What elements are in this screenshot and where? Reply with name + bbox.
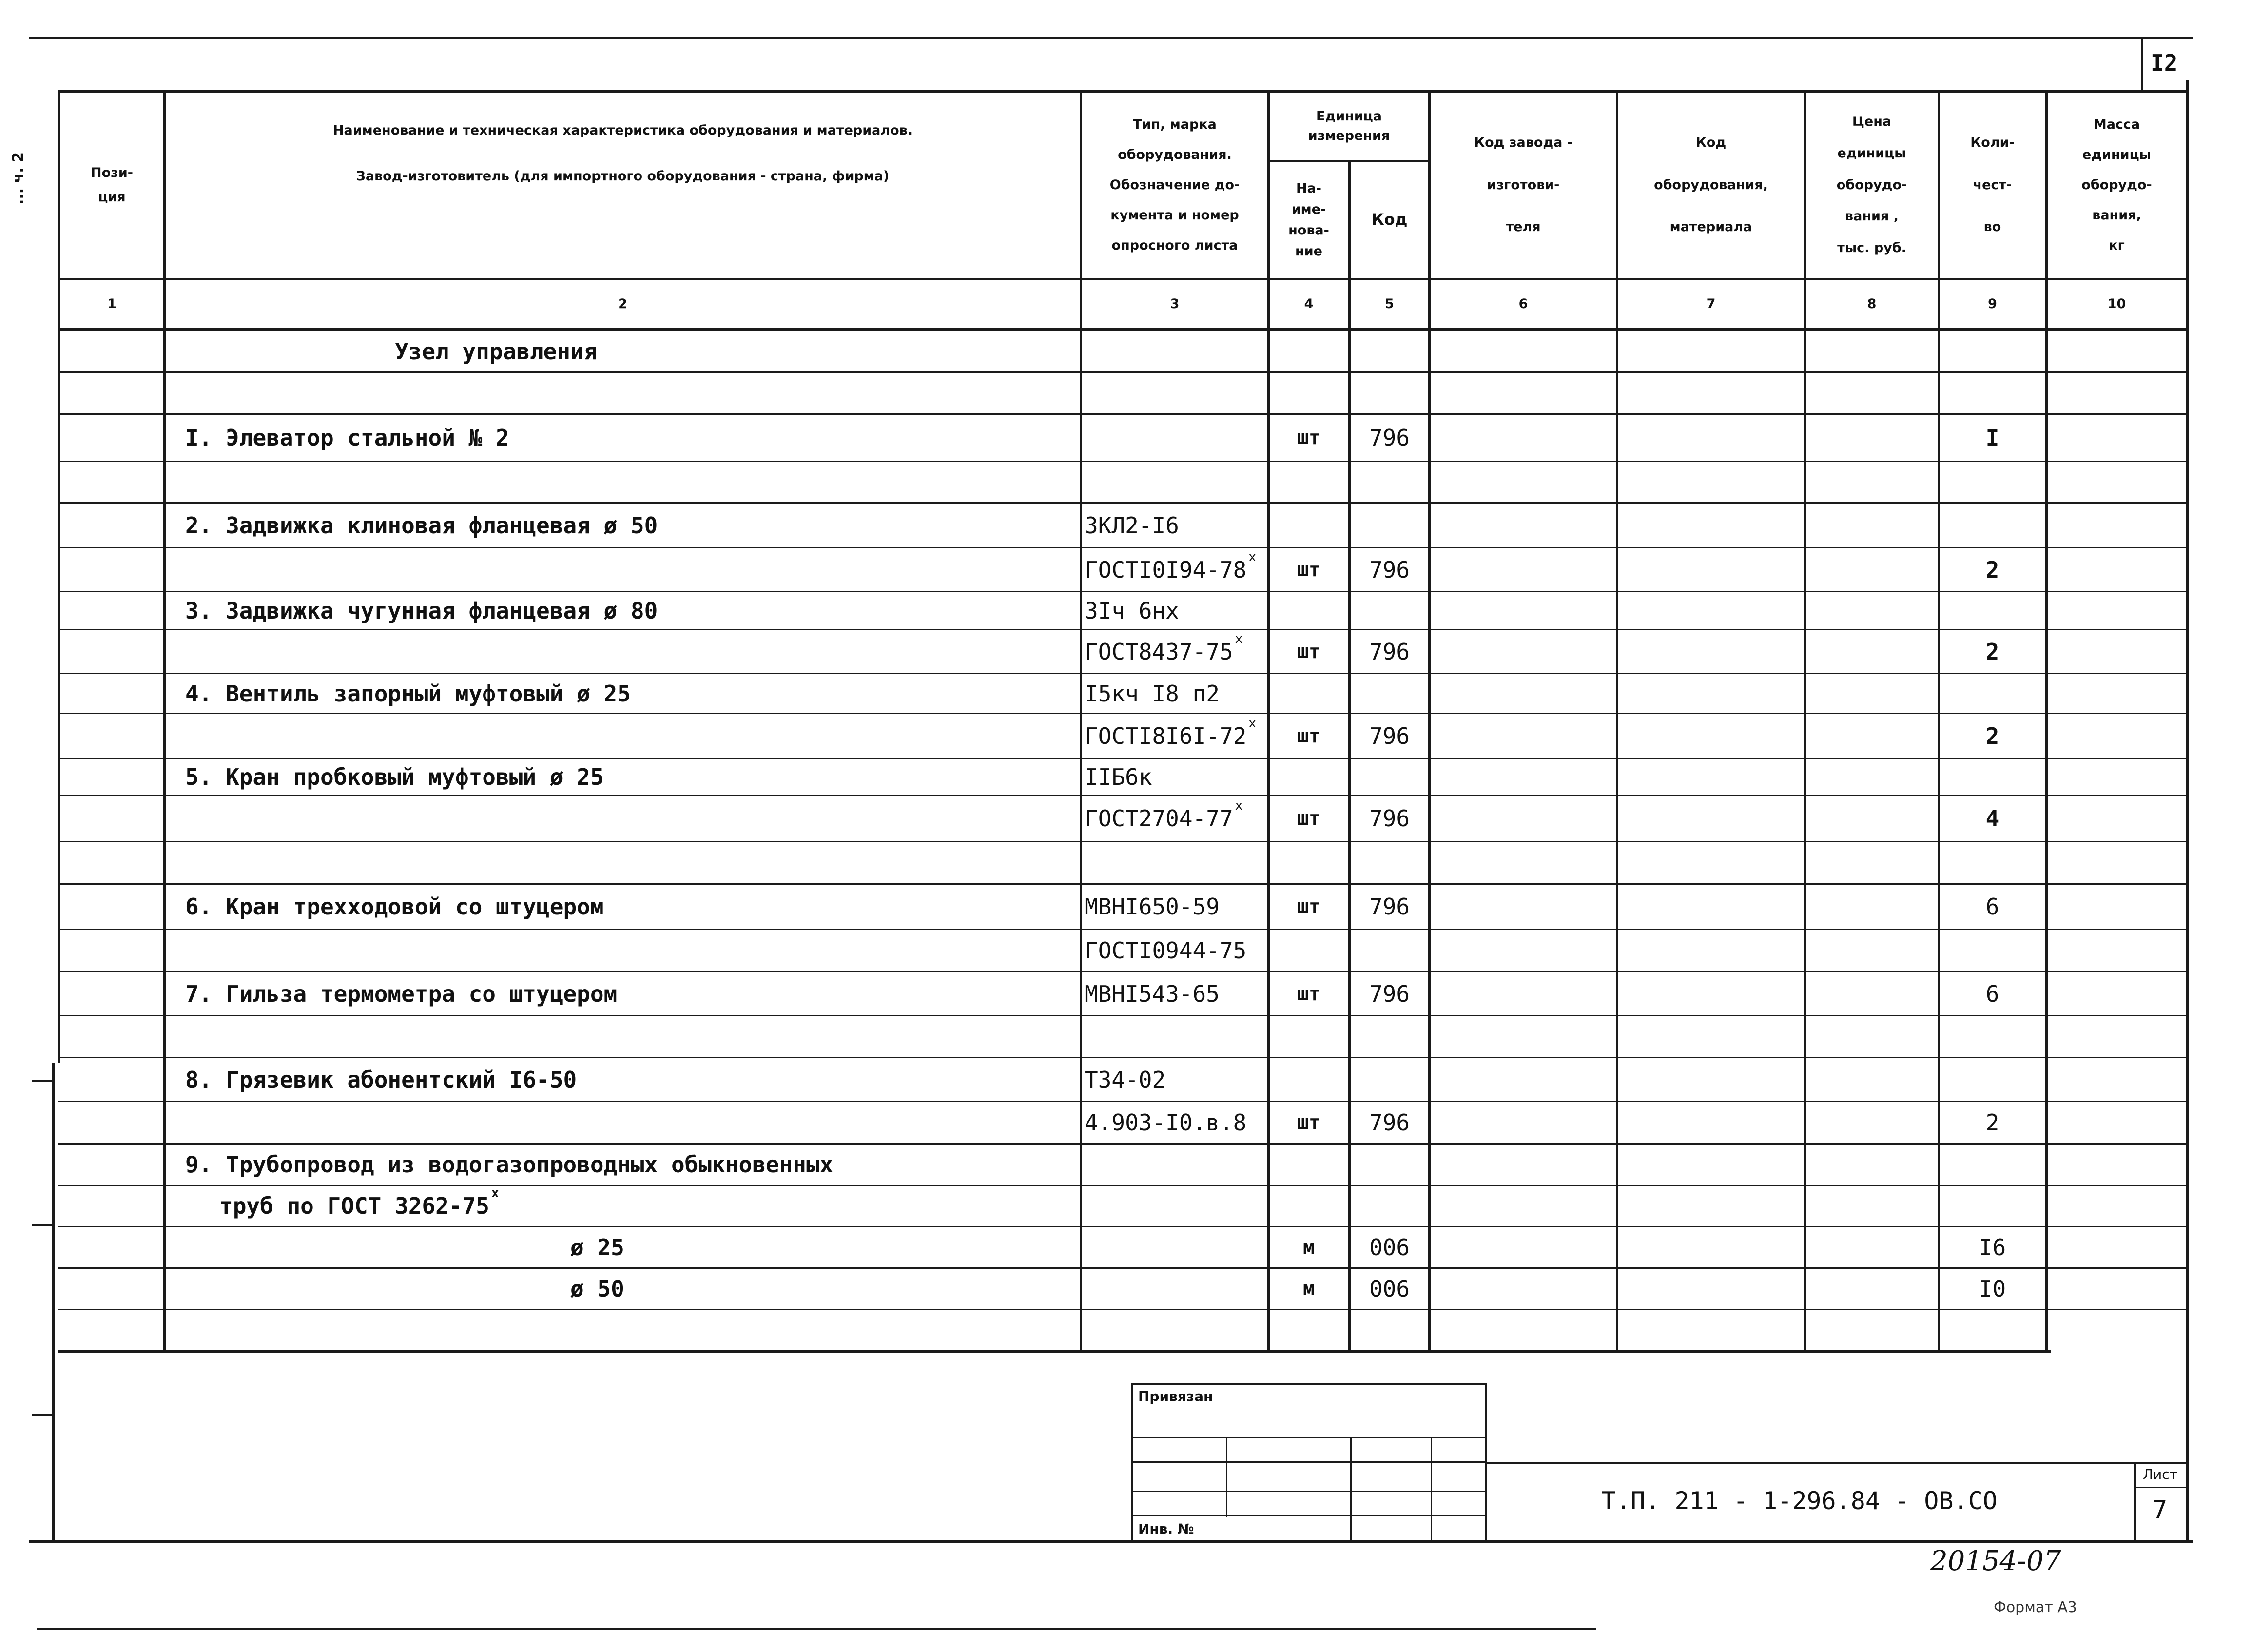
- sheet-box-left: [2134, 1462, 2136, 1543]
- header-quantity: Коли- чест- во: [1970, 135, 2015, 235]
- col-line: [1080, 90, 1082, 1353]
- row-unit: м: [1302, 1278, 1315, 1300]
- row-unit: шт: [1297, 427, 1321, 449]
- colnum-3: 3: [1170, 296, 1180, 311]
- row-name: 6. Кран трехходовой со штуцером: [185, 894, 604, 920]
- row-qty: 2: [1985, 723, 1999, 749]
- header-name: Наименование и техническая характеристика оборудования и материалов. Завод-изготовитель (для импортного оборудования - страна, фирма): [332, 122, 913, 184]
- top-border: [29, 37, 2193, 39]
- header-factory-code: Код завода - изготови- теля: [1474, 135, 1572, 235]
- row-name: [219, 1186, 499, 1226]
- sheet-label: Лист: [2143, 1466, 2177, 1482]
- row-unit: шт: [1297, 725, 1321, 747]
- row-type-text: ГОСТ2704-77: [1085, 805, 1233, 832]
- col-line: [163, 90, 166, 1353]
- row-name: ø 50: [570, 1276, 624, 1302]
- margin-tick-1: [32, 1080, 55, 1082]
- row-type: I5кч I8 п2: [1085, 680, 1220, 707]
- row-line: [58, 371, 2186, 373]
- row-qty: 2: [1985, 638, 1999, 665]
- row-code: 796: [1369, 638, 1410, 665]
- row-code: 796: [1369, 723, 1410, 749]
- row-type: 4.903-I0.в.8: [1085, 1109, 1247, 1136]
- row-type-text: ГОСТ8437-75: [1085, 638, 1233, 665]
- left-frame-line: [52, 1063, 55, 1543]
- row-name: 5. Кран пробковый муфтовый ø 25: [185, 764, 604, 790]
- row-code: 006: [1369, 1276, 1410, 1302]
- header-unit-group: Единица измерения: [1308, 108, 1390, 143]
- row-type: [1085, 630, 1242, 673]
- row-qty: 6: [1985, 980, 1999, 1007]
- header-unit-name: На- име- нова- ние: [1288, 180, 1329, 259]
- row-code: 796: [1369, 805, 1410, 832]
- row-name-sup: x: [491, 1186, 499, 1201]
- header-price: Цена единицы оборудо- вания , тыс. руб.: [1836, 114, 1907, 256]
- document-designation: Т.П. 211 - 1-296.84 - ОВ.СО: [1601, 1487, 1998, 1515]
- handwritten-number: 20154-07: [1930, 1545, 2061, 1577]
- row-type: МВНI543-65: [1085, 980, 1220, 1007]
- col-line: [1804, 90, 1806, 1353]
- row-qty: 2: [1985, 556, 1999, 583]
- header-position: Пози- ция: [91, 165, 133, 205]
- stamp-line: [1131, 1515, 1487, 1516]
- row-type-sup: x: [1235, 798, 1243, 813]
- row-line: [58, 1267, 2186, 1269]
- header-equipment-code: Код оборудования, материала: [1654, 135, 1768, 235]
- colnum-6: 6: [1518, 296, 1528, 311]
- footer-rule: [37, 1628, 1596, 1630]
- colnum-9: 9: [1988, 296, 1997, 311]
- row-name: 9. Трубопровод из водогазопроводных обыкновенных: [185, 1151, 834, 1178]
- row-code: 796: [1369, 556, 1410, 583]
- row-type-sup: x: [1248, 549, 1256, 564]
- row-type: ЗКЛ2-I6: [1085, 512, 1179, 539]
- row-qty: 4: [1985, 805, 1999, 832]
- col-line: [1616, 90, 1618, 1353]
- colnum-10: 10: [2107, 296, 2126, 311]
- col-line: [2045, 90, 2048, 1353]
- row-type: Т34-02: [1085, 1066, 1166, 1093]
- table-bottom-line: [58, 1350, 2051, 1353]
- colnum-1: 1: [107, 296, 116, 311]
- header-type: Тип, марка оборудования. Обозначение до- кумента и номер опросного листа: [1109, 117, 1240, 253]
- designation-top-line: [1487, 1462, 2186, 1464]
- stamp-line: [1131, 1437, 1487, 1438]
- colnum-5: 5: [1385, 296, 1394, 311]
- row-unit: шт: [1297, 558, 1321, 581]
- row-qty: 2: [1985, 1109, 1999, 1136]
- colnum-4: 4: [1304, 296, 1314, 311]
- row-type: МВНI650-59: [1085, 894, 1220, 920]
- row-type: 3Iч 6нх: [1085, 597, 1179, 624]
- row-type: [1085, 548, 1256, 591]
- header-unit-code: Код: [1371, 210, 1408, 229]
- row-code: 796: [1369, 894, 1410, 920]
- sheet-corner-number: I2: [2151, 50, 2178, 76]
- row-name: 4. Вентиль запорный муфтовый ø 25: [185, 680, 631, 707]
- row-type: IIБ6к: [1085, 764, 1152, 790]
- corner-box-left: [2141, 37, 2143, 93]
- sheet-number: 7: [2152, 1496, 2168, 1525]
- row-name: ø 25: [570, 1234, 624, 1261]
- row-unit: шт: [1297, 807, 1321, 830]
- row-name-text: труб по ГОСТ 3262-75: [219, 1193, 489, 1219]
- row-type: ГОСТI0944-75: [1085, 937, 1247, 964]
- colnum-2: 2: [618, 296, 627, 311]
- row-type-text: ГОСТI0I94-78: [1085, 556, 1247, 583]
- stamp-line: [1131, 1383, 1133, 1543]
- row-qty: I: [1985, 425, 1999, 451]
- margin-tick-3: [32, 1414, 55, 1416]
- row-line: [58, 1309, 2186, 1310]
- row-type-sup: x: [1235, 631, 1243, 646]
- stamp-line: [1131, 1461, 1487, 1463]
- row-code: 796: [1369, 425, 1410, 451]
- row-code: 006: [1369, 1234, 1410, 1261]
- row-type: [1085, 796, 1242, 841]
- row-line: [58, 1226, 2186, 1227]
- row-type: [1085, 714, 1256, 758]
- row-unit: шт: [1297, 982, 1321, 1005]
- row-name: I. Элеватор стальной № 2: [185, 425, 509, 451]
- stamp-line: [1131, 1383, 1487, 1385]
- row-unit: м: [1302, 1236, 1315, 1259]
- row-type-text: ГОСТI8I6I-72: [1085, 723, 1247, 749]
- col-line: [1428, 90, 1431, 1353]
- side-margin-text: ... ч. 2: [10, 152, 27, 205]
- margin-tick-2: [32, 1224, 55, 1226]
- colnum-8: 8: [1867, 296, 1877, 311]
- row-qty: 6: [1985, 894, 1999, 920]
- row-code: 796: [1369, 1109, 1410, 1136]
- row-line: [58, 1015, 2186, 1016]
- header-mass: Масса единицы оборудо- вания, кг: [2081, 117, 2152, 253]
- row-qty: I6: [1979, 1234, 2006, 1261]
- stamp-privyazan: Привязан: [1138, 1388, 1213, 1404]
- stamp-line: [1431, 1437, 1432, 1543]
- stamp-inv-number: Инв. №: [1138, 1521, 1194, 1537]
- colnum-bottom-line: [58, 328, 2186, 331]
- row-line: [58, 461, 2186, 462]
- format-label: Формат А3: [1994, 1599, 2077, 1616]
- right-frame-line: [2186, 80, 2189, 1543]
- row-name: 8. Грязевик абонентский I6-50: [185, 1066, 577, 1093]
- row-name: 7. Гильза термометра со штуцером: [185, 980, 618, 1007]
- row-unit: шт: [1297, 895, 1321, 918]
- row-name: 3. Задвижка чугунная фланцевая ø 80: [185, 597, 658, 624]
- row-code: 796: [1369, 980, 1410, 1007]
- section-title: Узел управления: [395, 338, 598, 365]
- stamp-line: [1350, 1437, 1352, 1543]
- sheet-box-split: [2134, 1487, 2188, 1488]
- row-unit: шт: [1297, 640, 1321, 663]
- row-line: [58, 841, 2186, 842]
- row-qty: I0: [1979, 1276, 2006, 1302]
- colnum-7: 7: [1706, 296, 1716, 311]
- bottom-border: [29, 1540, 2193, 1543]
- stamp-line: [1226, 1437, 1227, 1517]
- row-name: 2. Задвижка клиновая фланцевая ø 50: [185, 512, 658, 539]
- row-type-sup: x: [1248, 716, 1256, 731]
- stamp-line: [1131, 1491, 1487, 1492]
- row-unit: шт: [1297, 1111, 1321, 1134]
